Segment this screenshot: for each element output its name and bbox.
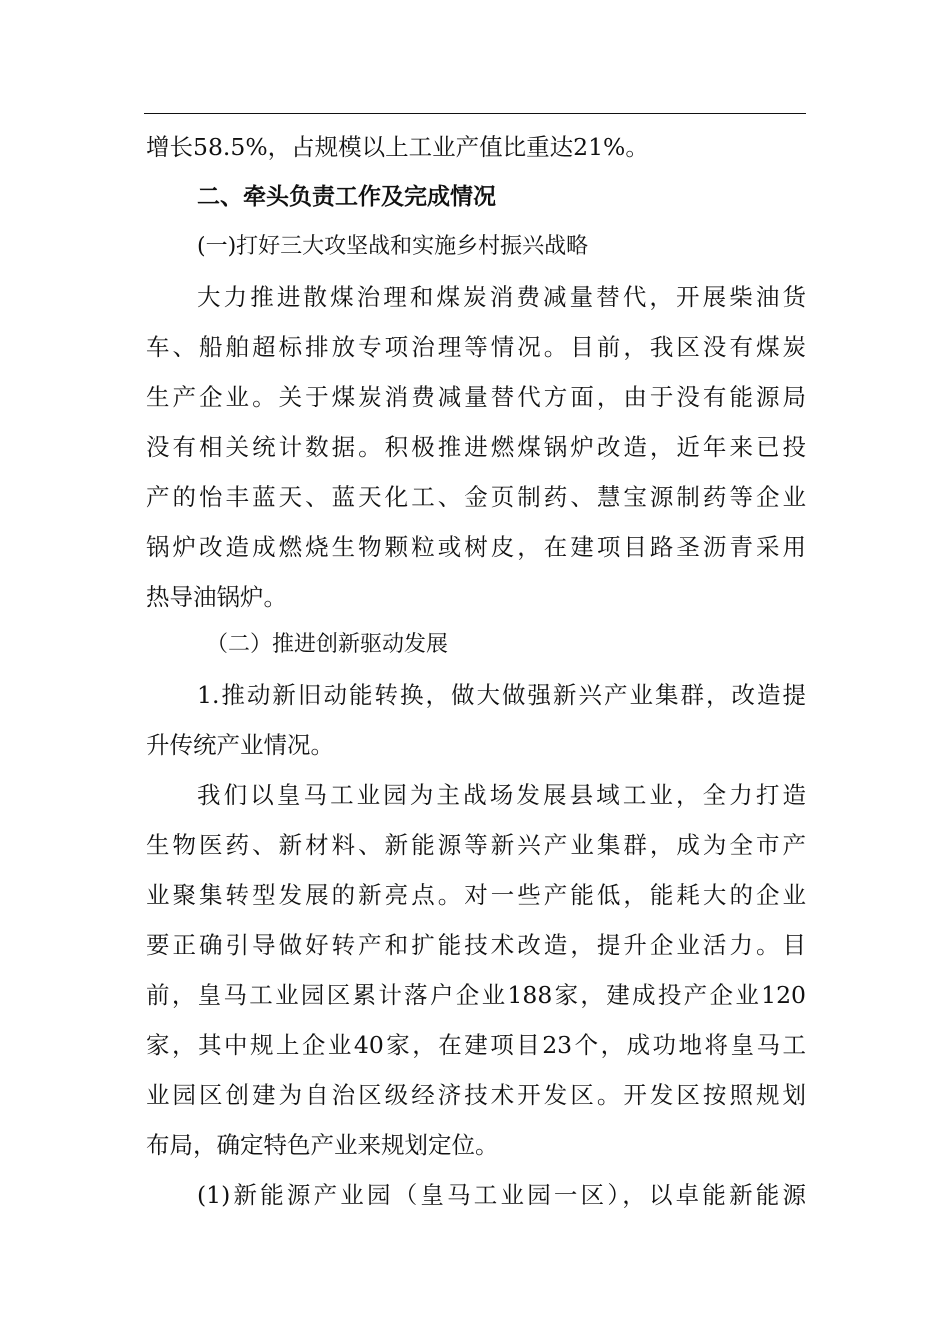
paragraph-line: 1.推动新旧动能转换，做大做强新兴产业集群，改造提 — [197, 681, 806, 709]
paragraph-line: 大力推进散煤治理和煤炭消费减量替代，开展柴油货 — [197, 283, 806, 311]
paragraph-line: 热导油锅炉。 — [146, 583, 287, 611]
paragraph-line: (1)新能源产业园（皇马工业园一区），以卓能新能源 — [197, 1181, 806, 1209]
paragraph-line: 我们以皇马工业园为主战场发展县域工业，全力打造 — [197, 781, 806, 809]
paragraph-line: 生物医药、新材料、新能源等新兴产业集群，成为全市产 — [146, 831, 806, 859]
subsection-heading: （二）推进创新驱动发展 — [206, 632, 449, 657]
paragraph-line: 升传统产业情况。 — [146, 731, 334, 759]
subsection-heading: (一)打好三大攻坚战和实施乡村振兴战略 — [197, 234, 589, 259]
paragraph-line: 车、船舶超标排放专项治理等情况。目前，我区没有煤炭 — [146, 333, 806, 361]
paragraph-line: 锅炉改造成燃烧生物颗粒或树皮，在建项目路圣沥青采用 — [146, 533, 806, 561]
paragraph-line: 没有相关统计数据。积极推进燃煤锅炉改造，近年来已投 — [146, 433, 806, 461]
paragraph-line: 业聚集转型发展的新亮点。对一些产能低，能耗大的企业 — [146, 881, 806, 909]
paragraph-line: 布局，确定特色产业来规划定位。 — [146, 1131, 499, 1159]
paragraph-line: 业园区创建为自治区级经济技术开发区。开发区按照规划 — [146, 1081, 806, 1109]
paragraph-line: 前，皇马工业园区累计落户企业188家，建成投产企业120 — [146, 981, 806, 1009]
header-rule — [144, 113, 806, 114]
paragraph-line: 要正确引导做好转产和扩能技术改造，提升企业活力。目 — [146, 931, 806, 959]
paragraph-line: 增长58.5%，占规模以上工业产值比重达21%。 — [146, 133, 649, 161]
paragraph-line: 产的怡丰蓝天、蓝天化工、金页制药、慧宝源制药等企业 — [146, 483, 806, 511]
paragraph-line: 家，其中规上企业40家，在建项目23个，成功地将皇马工 — [146, 1031, 806, 1059]
section-heading: 二、牵头负责工作及完成情况 — [197, 184, 496, 210]
paragraph-line: 生产企业。关于煤炭消费减量替代方面，由于没有能源局 — [146, 383, 806, 411]
